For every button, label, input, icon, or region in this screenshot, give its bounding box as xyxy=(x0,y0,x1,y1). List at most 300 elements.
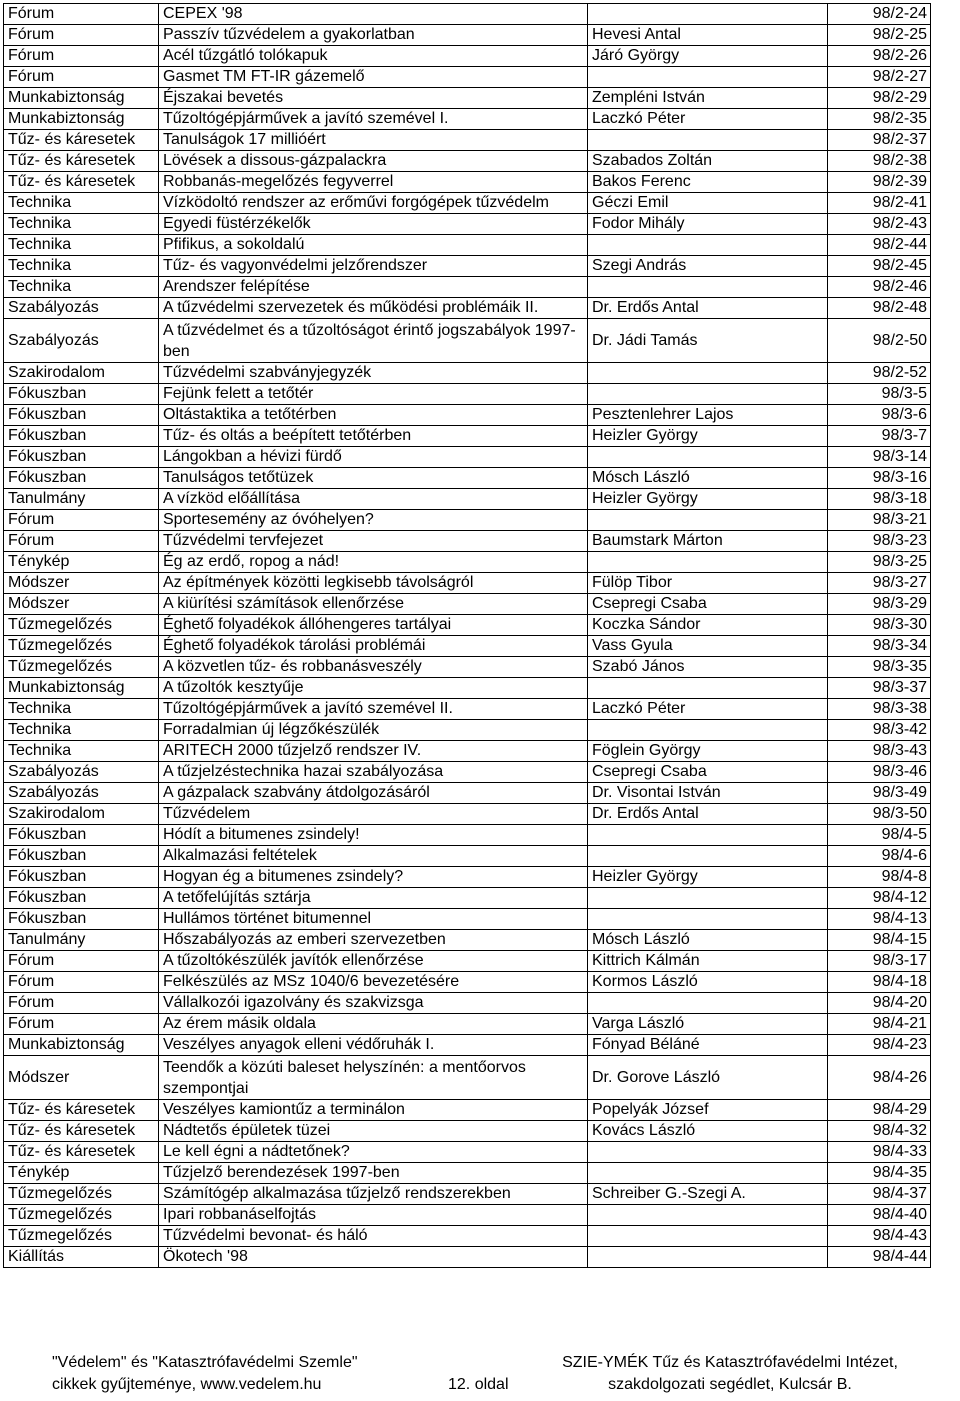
title-cell: Robbanás-megelőzés fegyverrel xyxy=(159,172,588,193)
title-cell: Passzív tűzvédelem a gyakorlatban xyxy=(159,25,588,46)
category-cell: Fórum xyxy=(4,951,159,972)
author-cell xyxy=(588,720,828,741)
title-cell: Hogyan ég a bitumenes zsindely? xyxy=(159,867,588,888)
table-row xyxy=(4,25,931,46)
author-cell xyxy=(588,130,828,151)
category-cell: Ténykép xyxy=(4,1163,159,1184)
category-cell: Fókuszban xyxy=(4,825,159,846)
issue-cell: 98/3-34 xyxy=(828,636,931,657)
category-cell: Szakirodalom xyxy=(4,804,159,825)
articles-table xyxy=(3,3,931,1268)
issue-cell: 98/3-16 xyxy=(828,468,931,489)
title-cell: Ökotech '98 xyxy=(159,1247,588,1268)
title-cell: Sportesemény az óvóhelyen? xyxy=(159,510,588,531)
category-cell: Fórum xyxy=(4,46,159,67)
category-cell: Szakirodalom xyxy=(4,363,159,384)
issue-cell: 98/4-37 xyxy=(828,1184,931,1205)
title-cell: Hullámos történet bitumennel xyxy=(159,909,588,930)
page-footer xyxy=(0,1352,960,1401)
title-cell: Tanulságos tetőtüzek xyxy=(159,468,588,489)
category-cell: Tűzmegelőzés xyxy=(4,636,159,657)
category-cell: Technika xyxy=(4,256,159,277)
issue-cell: 98/3-14 xyxy=(828,447,931,468)
author-cell: Dr. Erdős Antal xyxy=(588,804,828,825)
category-cell: Technika xyxy=(4,720,159,741)
title-cell: Az érem másik oldala xyxy=(159,1014,588,1035)
author-cell: Szabados Zoltán xyxy=(588,151,828,172)
category-cell: Fókuszban xyxy=(4,447,159,468)
issue-cell: 98/4-21 xyxy=(828,1014,931,1035)
title-cell: Hőszabályozás az emberi szervezetben xyxy=(159,930,588,951)
author-cell: Dr. Jádi Tamás xyxy=(588,319,828,363)
table-row xyxy=(4,573,931,594)
table-row xyxy=(4,699,931,720)
category-cell: Fókuszban xyxy=(4,468,159,489)
issue-cell: 98/2-39 xyxy=(828,172,931,193)
author-cell: Laczkó Péter xyxy=(588,699,828,720)
title-cell: A tűzvédelmi szervezetek és működési problémáik II. xyxy=(159,298,588,319)
title-cell: Egyedi füstérzékelők xyxy=(159,214,588,235)
category-cell: Fórum xyxy=(4,510,159,531)
category-cell: Tűzmegelőzés xyxy=(4,1226,159,1247)
title-cell: A közvetlen tűz- és robbanásveszély xyxy=(159,657,588,678)
title-cell: A tűzoltókészülék javítók ellenőrzése xyxy=(159,951,588,972)
issue-cell: 98/2-48 xyxy=(828,298,931,319)
category-cell: Módszer xyxy=(4,1056,159,1100)
table-row xyxy=(4,846,931,867)
issue-cell: 98/3-17 xyxy=(828,951,931,972)
table-row xyxy=(4,720,931,741)
issue-cell: 98/4-18 xyxy=(828,972,931,993)
table-row xyxy=(4,88,931,109)
category-cell: Tanulmány xyxy=(4,930,159,951)
issue-cell: 98/4-44 xyxy=(828,1247,931,1268)
title-cell: Teendők a közúti baleset helyszínén: a mentőorvos szempontjai xyxy=(159,1056,588,1100)
category-cell: Szabályozás xyxy=(4,298,159,319)
issue-cell: 98/4-32 xyxy=(828,1121,931,1142)
table-row xyxy=(4,510,931,531)
category-cell: Tűz- és káresetek xyxy=(4,172,159,193)
issue-cell: 98/3-21 xyxy=(828,510,931,531)
issue-cell: 98/4-8 xyxy=(828,867,931,888)
issue-cell: 98/3-37 xyxy=(828,678,931,699)
author-cell: Kittrich Kálmán xyxy=(588,951,828,972)
author-cell xyxy=(588,825,828,846)
table-row xyxy=(4,447,931,468)
author-cell xyxy=(588,552,828,573)
issue-cell: 98/3-35 xyxy=(828,657,931,678)
articles-table-body xyxy=(4,4,931,1268)
title-cell: Tűzvédelmi tervfejezet xyxy=(159,531,588,552)
table-row xyxy=(4,1226,931,1247)
title-cell: Oltástaktika a tetőtérben xyxy=(159,405,588,426)
table-row xyxy=(4,1247,931,1268)
issue-cell: 98/3-23 xyxy=(828,531,931,552)
author-cell: Szegi András xyxy=(588,256,828,277)
category-cell: Tanulmány xyxy=(4,489,159,510)
category-cell: Fókuszban xyxy=(4,867,159,888)
category-cell: Fórum xyxy=(4,1014,159,1035)
category-cell: Fókuszban xyxy=(4,888,159,909)
category-cell: Szabályozás xyxy=(4,319,159,363)
title-cell: A tűzvédelmet és a tűzoltóságot érintő jogszabályok 1997-ben xyxy=(159,319,588,363)
issue-cell: 98/3-25 xyxy=(828,552,931,573)
title-cell: Gasmet TM FT-IR gázemelő xyxy=(159,67,588,88)
author-cell xyxy=(588,1205,828,1226)
table-row xyxy=(4,1014,931,1035)
table-row xyxy=(4,762,931,783)
table-row xyxy=(4,888,931,909)
issue-cell: 98/4-43 xyxy=(828,1226,931,1247)
issue-cell: 98/4-23 xyxy=(828,1035,931,1056)
author-cell: Járó György xyxy=(588,46,828,67)
table-row xyxy=(4,151,931,172)
author-cell xyxy=(588,363,828,384)
table-row xyxy=(4,489,931,510)
table-row xyxy=(4,277,931,298)
title-cell: Tűzvédelmi szabványjegyzék xyxy=(159,363,588,384)
table-row xyxy=(4,972,931,993)
footer-right-line2: szakdolgozati segédlet, Kulcsár B. xyxy=(608,1376,852,1393)
footer-left-line1: "Védelem" és "Katasztrófavédelmi Szemle" xyxy=(52,1354,358,1371)
author-cell: Zempléni István xyxy=(588,88,828,109)
category-cell: Technika xyxy=(4,193,159,214)
category-cell: Tűz- és káresetek xyxy=(4,151,159,172)
author-cell: Baumstark Márton xyxy=(588,531,828,552)
title-cell: Le kell égni a nádtetőnek? xyxy=(159,1142,588,1163)
page-number: 12. oldal xyxy=(448,1376,509,1393)
title-cell: Tűz- és oltás a beépített tetőtérben xyxy=(159,426,588,447)
table-row xyxy=(4,804,931,825)
title-cell: A tűzoltók kesztyűje xyxy=(159,678,588,699)
author-cell: Popelyák József xyxy=(588,1100,828,1121)
table-row xyxy=(4,825,931,846)
author-cell xyxy=(588,846,828,867)
table-row xyxy=(4,615,931,636)
title-cell: Éghető folyadékok tárolási problémái xyxy=(159,636,588,657)
author-cell: Fodor Mihály xyxy=(588,214,828,235)
table-row xyxy=(4,909,931,930)
category-cell: Fókuszban xyxy=(4,384,159,405)
author-cell xyxy=(588,993,828,1014)
author-cell: Fónyad Béláné xyxy=(588,1035,828,1056)
issue-cell: 98/3-30 xyxy=(828,615,931,636)
category-cell: Munkabiztonság xyxy=(4,678,159,699)
issue-cell: 98/4-12 xyxy=(828,888,931,909)
author-cell: Dr. Visontai István xyxy=(588,783,828,804)
issue-cell: 98/3-42 xyxy=(828,720,931,741)
issue-cell: 98/2-35 xyxy=(828,109,931,130)
title-cell: Forradalmian új légzőkészülék xyxy=(159,720,588,741)
author-cell: Fülöp Tibor xyxy=(588,573,828,594)
category-cell: Fórum xyxy=(4,67,159,88)
table-row xyxy=(4,1184,931,1205)
title-cell: Ég az erdő, ropog a nád! xyxy=(159,552,588,573)
author-cell xyxy=(588,277,828,298)
author-cell xyxy=(588,1247,828,1268)
category-cell: Fókuszban xyxy=(4,426,159,447)
table-row xyxy=(4,256,931,277)
issue-cell: 98/4-6 xyxy=(828,846,931,867)
title-cell: Veszélyes anyagok elleni védőruhák I. xyxy=(159,1035,588,1056)
title-cell: Tűzoltógépjárművek a javító szemével II. xyxy=(159,699,588,720)
author-cell: Kovács László xyxy=(588,1121,828,1142)
author-cell: Dr. Erdős Antal xyxy=(588,298,828,319)
category-cell: Tűz- és káresetek xyxy=(4,1142,159,1163)
table-row xyxy=(4,951,931,972)
category-cell: Szabályozás xyxy=(4,762,159,783)
category-cell: Fókuszban xyxy=(4,405,159,426)
table-row xyxy=(4,657,931,678)
author-cell xyxy=(588,4,828,25)
category-cell: Fókuszban xyxy=(4,909,159,930)
issue-cell: 98/4-40 xyxy=(828,1205,931,1226)
table-row xyxy=(4,1100,931,1121)
title-cell: Vízködoltó rendszer az erőművi forgógépek tűzvédelm xyxy=(159,193,588,214)
title-cell: Tűzvédelem xyxy=(159,804,588,825)
author-cell: Csepregi Csaba xyxy=(588,762,828,783)
category-cell: Fórum xyxy=(4,972,159,993)
author-cell: Vass Gyula xyxy=(588,636,828,657)
author-cell: Dr. Gorove László xyxy=(588,1056,828,1100)
table-row xyxy=(4,363,931,384)
author-cell: Varga László xyxy=(588,1014,828,1035)
author-cell: Mósch László xyxy=(588,930,828,951)
issue-cell: 98/4-29 xyxy=(828,1100,931,1121)
author-cell: Hevesi Antal xyxy=(588,25,828,46)
title-cell: Tűzjelző berendezések 1997-ben xyxy=(159,1163,588,1184)
issue-cell: 98/3-5 xyxy=(828,384,931,405)
author-cell xyxy=(588,909,828,930)
title-cell: Ipari robbanáselfojtás xyxy=(159,1205,588,1226)
author-cell: Heizler György xyxy=(588,426,828,447)
title-cell: Az építmények közötti legkisebb távolságról xyxy=(159,573,588,594)
author-cell: Csepregi Csaba xyxy=(588,594,828,615)
issue-cell: 98/4-26 xyxy=(828,1056,931,1100)
category-cell: Tűz- és káresetek xyxy=(4,1121,159,1142)
author-cell xyxy=(588,678,828,699)
author-cell xyxy=(588,235,828,256)
issue-cell: 98/2-25 xyxy=(828,25,931,46)
table-row xyxy=(4,4,931,25)
title-cell: Pfifikus, a sokoldalú xyxy=(159,235,588,256)
issue-cell: 98/2-43 xyxy=(828,214,931,235)
table-row xyxy=(4,1121,931,1142)
footer-right xyxy=(545,1352,915,1396)
table-row xyxy=(4,172,931,193)
issue-cell: 98/3-38 xyxy=(828,699,931,720)
table-row xyxy=(4,426,931,447)
footer-right-line1: SZIE-YMÉK Tűz és Katasztrófavédelmi Intézet, xyxy=(562,1354,898,1371)
title-cell: A tetőfelújítás sztárja xyxy=(159,888,588,909)
category-cell: Ténykép xyxy=(4,552,159,573)
title-cell: A kiürítési számítások ellenőrzése xyxy=(159,594,588,615)
table-row xyxy=(4,130,931,151)
issue-cell: 98/2-26 xyxy=(828,46,931,67)
issue-cell: 98/3-49 xyxy=(828,783,931,804)
title-cell: Alkalmazási feltételek xyxy=(159,846,588,867)
issue-cell: 98/2-29 xyxy=(828,88,931,109)
category-cell: Technika xyxy=(4,277,159,298)
table-row xyxy=(4,214,931,235)
author-cell: Schreiber G.-Szegi A. xyxy=(588,1184,828,1205)
author-cell xyxy=(588,1142,828,1163)
table-row xyxy=(4,468,931,489)
category-cell: Munkabiztonság xyxy=(4,1035,159,1056)
table-row xyxy=(4,1035,931,1056)
issue-cell: 98/2-24 xyxy=(828,4,931,25)
table-row xyxy=(4,531,931,552)
author-cell: Bakos Ferenc xyxy=(588,172,828,193)
category-cell: Technika xyxy=(4,235,159,256)
title-cell: Hódít a bitumenes zsindely! xyxy=(159,825,588,846)
title-cell: Acél tűzgátló tolókapuk xyxy=(159,46,588,67)
category-cell: Fórum xyxy=(4,4,159,25)
category-cell: Technika xyxy=(4,741,159,762)
title-cell: Tűz- és vagyonvédelmi jelzőrendszer xyxy=(159,256,588,277)
title-cell: Vállalkozói igazolvány és szakvizsga xyxy=(159,993,588,1014)
category-cell: Tűzmegelőzés xyxy=(4,657,159,678)
issue-cell: 98/3-43 xyxy=(828,741,931,762)
issue-cell: 98/4-35 xyxy=(828,1163,931,1184)
title-cell: Éjszakai bevetés xyxy=(159,88,588,109)
author-cell: Heizler György xyxy=(588,867,828,888)
issue-cell: 98/2-41 xyxy=(828,193,931,214)
table-row xyxy=(4,741,931,762)
issue-cell: 98/2-37 xyxy=(828,130,931,151)
title-cell: Arendszer felépítése xyxy=(159,277,588,298)
title-cell: Lángokban a hévizi fürdő xyxy=(159,447,588,468)
author-cell: Kormos László xyxy=(588,972,828,993)
author-cell: Koczka Sándor xyxy=(588,615,828,636)
issue-cell: 98/3-46 xyxy=(828,762,931,783)
title-cell: Lövések a dissous-gázpalackra xyxy=(159,151,588,172)
table-row xyxy=(4,193,931,214)
author-cell: Mósch László xyxy=(588,468,828,489)
title-cell: Tűzoltógépjárművek a javító szemével I. xyxy=(159,109,588,130)
table-row xyxy=(4,1163,931,1184)
title-cell: Fejünk felett a tetőtér xyxy=(159,384,588,405)
footer-left-line2: cikkek gyűjteménye, www.vedelem.hu xyxy=(52,1376,322,1393)
title-cell: Tanulságok 17 millióért xyxy=(159,130,588,151)
table-row xyxy=(4,1056,931,1100)
category-cell: Módszer xyxy=(4,573,159,594)
category-cell: Tűz- és káresetek xyxy=(4,130,159,151)
title-cell: A gázpalack szabvány átdolgozásáról xyxy=(159,783,588,804)
category-cell: Tűzmegelőzés xyxy=(4,615,159,636)
table-row xyxy=(4,67,931,88)
issue-cell: 98/3-6 xyxy=(828,405,931,426)
issue-cell: 98/4-20 xyxy=(828,993,931,1014)
author-cell xyxy=(588,1226,828,1247)
table-row xyxy=(4,405,931,426)
title-cell: Nádtetős épületek tüzei xyxy=(159,1121,588,1142)
author-cell xyxy=(588,384,828,405)
issue-cell: 98/2-27 xyxy=(828,67,931,88)
issue-cell: 98/3-27 xyxy=(828,573,931,594)
author-cell: Heizler György xyxy=(588,489,828,510)
category-cell: Fórum xyxy=(4,25,159,46)
issue-cell: 98/2-52 xyxy=(828,363,931,384)
issue-cell: 98/2-46 xyxy=(828,277,931,298)
issue-cell: 98/4-33 xyxy=(828,1142,931,1163)
category-cell: Tűzmegelőzés xyxy=(4,1184,159,1205)
footer-left xyxy=(52,1352,358,1396)
table-row xyxy=(4,636,931,657)
table-row xyxy=(4,46,931,67)
title-cell: Veszélyes kamiontűz a terminálon xyxy=(159,1100,588,1121)
category-cell: Technika xyxy=(4,699,159,720)
table-row xyxy=(4,594,931,615)
table-row xyxy=(4,552,931,573)
issue-cell: 98/4-5 xyxy=(828,825,931,846)
table-row xyxy=(4,384,931,405)
author-cell: Géczi Emil xyxy=(588,193,828,214)
author-cell xyxy=(588,888,828,909)
table-row xyxy=(4,319,931,363)
category-cell: Tűz- és káresetek xyxy=(4,1100,159,1121)
author-cell xyxy=(588,67,828,88)
issue-cell: 98/4-13 xyxy=(828,909,931,930)
title-cell: CEPEX '98 xyxy=(159,4,588,25)
table-row xyxy=(4,993,931,1014)
category-cell: Fórum xyxy=(4,993,159,1014)
category-cell: Fókuszban xyxy=(4,846,159,867)
title-cell: A tűzjelzéstechnika hazai szabályozása xyxy=(159,762,588,783)
issue-cell: 98/4-15 xyxy=(828,930,931,951)
author-cell: Laczkó Péter xyxy=(588,109,828,130)
title-cell: A vízköd előállítása xyxy=(159,489,588,510)
issue-cell: 98/3-18 xyxy=(828,489,931,510)
author-cell: Pesztenlehrer Lajos xyxy=(588,405,828,426)
author-cell: Föglein György xyxy=(588,741,828,762)
table-row xyxy=(4,867,931,888)
table-row xyxy=(4,678,931,699)
issue-cell: 98/3-7 xyxy=(828,426,931,447)
table-row xyxy=(4,1142,931,1163)
category-cell: Kiállítás xyxy=(4,1247,159,1268)
issue-cell: 98/2-50 xyxy=(828,319,931,363)
table-row xyxy=(4,235,931,256)
author-cell: Szabó János xyxy=(588,657,828,678)
author-cell xyxy=(588,447,828,468)
author-cell xyxy=(588,1163,828,1184)
issue-cell: 98/3-29 xyxy=(828,594,931,615)
title-cell: Éghető folyadékok állóhengeres tartályai xyxy=(159,615,588,636)
category-cell: Technika xyxy=(4,214,159,235)
author-cell xyxy=(588,510,828,531)
title-cell: ARITECH 2000 tűzjelző rendszer IV. xyxy=(159,741,588,762)
issue-cell: 98/3-50 xyxy=(828,804,931,825)
title-cell: Tűzvédelmi bevonat- és háló xyxy=(159,1226,588,1247)
table-row xyxy=(4,783,931,804)
table-row xyxy=(4,1205,931,1226)
issue-cell: 98/2-45 xyxy=(828,256,931,277)
issue-cell: 98/2-44 xyxy=(828,235,931,256)
title-cell: Számítógép alkalmazása tűzjelző rendszerekben xyxy=(159,1184,588,1205)
issue-cell: 98/2-38 xyxy=(828,151,931,172)
category-cell: Tűzmegelőzés xyxy=(4,1205,159,1226)
table-row xyxy=(4,298,931,319)
title-cell: Felkészülés az MSz 1040/6 bevezetésére xyxy=(159,972,588,993)
category-cell: Fórum xyxy=(4,531,159,552)
category-cell: Módszer xyxy=(4,594,159,615)
category-cell: Munkabiztonság xyxy=(4,88,159,109)
table-row xyxy=(4,109,931,130)
category-cell: Munkabiztonság xyxy=(4,109,159,130)
table-row xyxy=(4,930,931,951)
category-cell: Szabályozás xyxy=(4,783,159,804)
